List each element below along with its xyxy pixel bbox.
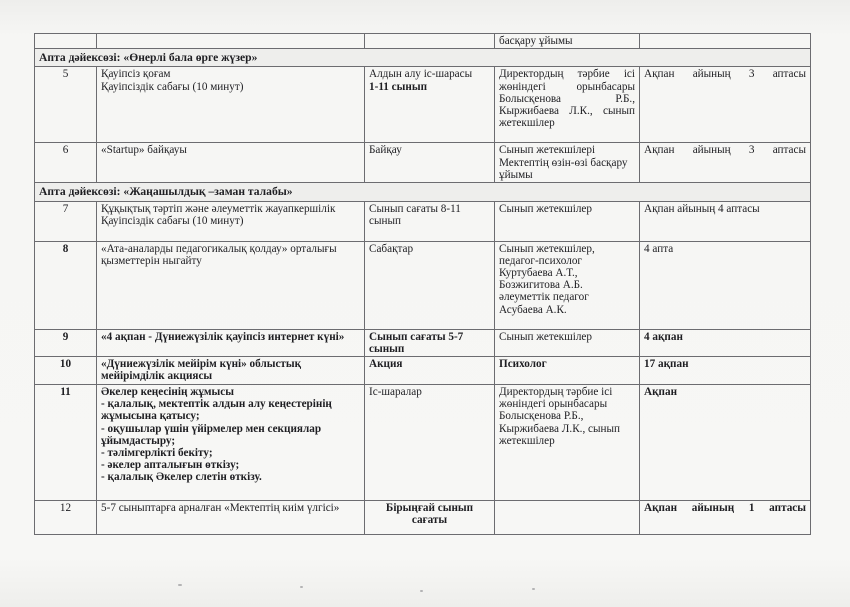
scan-speck [178, 584, 182, 586]
event-name: «4 ақпан - Дүниежүзілік қауіпсіз интернет күні» [97, 329, 365, 356]
event-name: Құқықтық тәртіп және әлеуметтік жауапкершілік Қауіпсіздік сабағы (10 минут) [97, 201, 365, 241]
row-number: 5 [35, 67, 97, 143]
scan-speck [300, 586, 303, 588]
scan-speck [532, 588, 535, 590]
date-cell: 4 ақпан [640, 329, 811, 356]
event-name-title: Әкелер кеңесінің жұмысы [101, 386, 234, 399]
event-name: Қауіпсіз қоғам Қауіпсіздік сабағы (10 минут) [97, 67, 365, 143]
responsible-cell: басқару ұйымы [495, 34, 640, 49]
table-row [35, 357, 811, 385]
row-number: 9 [35, 329, 97, 356]
date-cell: Ақпан айының 4 аптасы [640, 201, 811, 241]
table-row [35, 143, 811, 183]
table-row [35, 329, 811, 356]
date-cell: Ақпан айының 3 аптасы [640, 67, 811, 143]
event-form: Сабақтар [365, 241, 495, 329]
date-cell: 17 ақпан [640, 357, 811, 385]
event-form [365, 67, 495, 143]
table-row [35, 67, 811, 143]
list-item: - қалалық Әкелер слетін өткізу. [101, 471, 262, 484]
event-form-classes: 1-11 сынып [369, 80, 428, 93]
responsible-cell: Психолог [495, 357, 640, 385]
date-cell: 4 апта [640, 241, 811, 329]
row-number: 8 [35, 241, 97, 329]
row-number: 10 [35, 357, 97, 385]
event-name: 5-7 сыныптарға арналған «Мектептің киім үлгісі» [97, 501, 365, 535]
section-heading-row [35, 49, 811, 67]
event-form-text: Алдын алу іс-шарасы [369, 68, 473, 81]
event-form: Байқау [365, 143, 495, 183]
date-cell: Ақпан айының 1 аптасы [640, 501, 811, 535]
table-row [35, 201, 811, 241]
table-row [35, 501, 811, 535]
event-form: Акция [365, 357, 495, 385]
list-item: - әкелер апталығын өткізу; [101, 459, 240, 472]
table-row [35, 385, 811, 501]
event-form: Іс-шаралар [365, 385, 495, 501]
row-number: 7 [35, 201, 97, 241]
date-cell: Ақпан [640, 385, 811, 501]
event-name: «Startup» байқауы [97, 143, 365, 183]
event-form: Бірыңғай сынып сағаты [365, 501, 495, 535]
section-quote: Апта дәйексөзі: «Өнерлі бала өрге жүзер» [35, 49, 811, 67]
date-cell: Ақпан айының 3 аптасы [640, 143, 811, 183]
row-number: 6 [35, 143, 97, 183]
event-plan-table [34, 33, 811, 535]
responsible-cell: Сынып жетекшілер, педагог-психолог Куртубаева А.Т., Бозжигитова А.Б. әлеуметтік педагог Асубаева А.К. [495, 241, 640, 329]
responsible-cell: Сынып жетекшілер [495, 329, 640, 356]
list-item: - қалалық, мектептік алдын алу кеңестерінің жұмысына қатысу; [101, 398, 332, 423]
scan-speck [420, 590, 423, 592]
responsible-cell: Директордың тәрбие ісі жөніндегі орынбасары Болысқенова Р.Б., Кыржибаева Л.К., сынып жетекшілер [495, 67, 640, 143]
event-name [97, 385, 365, 501]
table-row [35, 241, 811, 329]
event-name: «Дүниежүзілік мейірім күні» облыстық мейірімділік акциясы [97, 357, 365, 385]
table-row-continued [35, 34, 811, 49]
list-item: - оқушылар үшін үйірмелер мен секциялар ұйымдастыру; [101, 422, 322, 447]
section-quote: Апта дәйексөзі: «Жаңашылдық –заман талабы» [35, 183, 811, 201]
event-form: Сынып сағаты 8-11 сынып [365, 201, 495, 241]
section-heading-row [35, 183, 811, 201]
responsible-cell: Сынып жетекшілер [495, 201, 640, 241]
event-form: Сынып сағаты 5-7 сынып [365, 329, 495, 356]
row-number: 12 [35, 501, 97, 535]
row-number: 11 [35, 385, 97, 501]
list-item: - тәлімгерлікті бекіту; [101, 447, 213, 460]
responsible-cell: Сынып жетекшілері Мектептің өзін-өзі басқару ұйымы [495, 143, 640, 183]
responsible-cell: Директордың тәрбие ісі жөніндегі орынбасары Болысқенова Р.Б., Кыржибаева Л.К., сынып жетекшілер [495, 385, 640, 501]
event-name: «Ата-аналарды педагогикалық қолдау» орталығы қызметтерін ныгайту [97, 241, 365, 329]
